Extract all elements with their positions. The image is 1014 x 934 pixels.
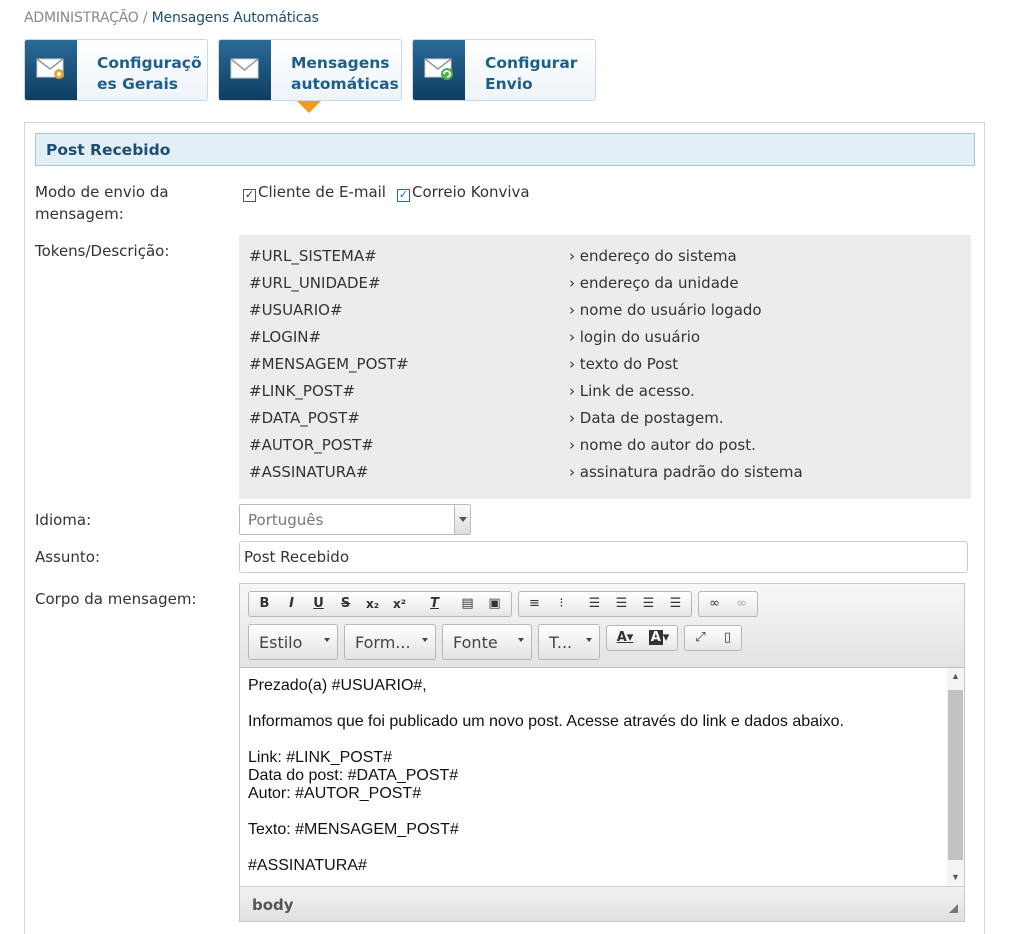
bulleted-list-icon[interactable]: ⁝	[559, 596, 564, 611]
underline-icon[interactable]: U	[313, 596, 324, 611]
align-left-icon[interactable]: ☰	[588, 596, 601, 611]
tokens-table: #URL_SISTEMA# › endereço do sistema #URL_UNIDADE# › endereço da unidade #USUARIO# › nome do usuário logado #LOGIN# › login do usuário #MENSAGEM_POST# › texto do Post #LINK_POST# › Link de acesso. #DATA_POST# › Data de postagem. #AUTOR_POST# › nome do autor do post. #ASSINATURA# › assinatura padrão do sistema	[239, 235, 971, 499]
checkbox-konviva-mail[interactable]	[397, 183, 530, 201]
tab-automatic-messages[interactable]	[218, 39, 402, 101]
panel-header	[35, 133, 975, 166]
toolbar-group-tools	[684, 625, 742, 651]
dropdown-arrow-icon	[324, 638, 330, 642]
tab-configure-send[interactable]	[412, 39, 596, 101]
strikethrough-icon[interactable]: S	[340, 596, 351, 611]
resize-grip-icon[interactable]	[949, 904, 958, 913]
text-color-icon[interactable]: A▾	[616, 630, 634, 645]
body-line: Prezado(a) #USUARIO#,	[248, 677, 427, 694]
editor-content[interactable]	[240, 668, 964, 886]
link-icon[interactable]: ∞	[709, 596, 720, 611]
tokens-label: Tokens/Descrição:	[35, 242, 170, 260]
send-mode-label: Modo de envio da mensagem:	[35, 183, 169, 223]
rich-text-editor	[239, 583, 965, 922]
dropdown-arrow-icon	[518, 638, 524, 642]
active-tab-indicator	[297, 101, 321, 113]
tab-label: es Gerais	[97, 75, 179, 93]
superscript-icon[interactable]: x²	[393, 597, 406, 611]
format-combo[interactable]: Form...	[344, 624, 436, 660]
chevron-down-icon[interactable]	[454, 505, 470, 534]
bold-icon[interactable]: B	[259, 596, 270, 611]
tab-general-settings[interactable]	[24, 39, 208, 101]
body-line: Texto: #MENSAGEM_POST#	[248, 821, 459, 838]
dropdown-arrow-icon	[586, 638, 592, 642]
mail-icon	[219, 40, 271, 100]
scroll-down-icon[interactable]: ▼	[951, 872, 960, 882]
align-justify-icon[interactable]: ☰	[669, 596, 682, 611]
tab-label: automáticas	[291, 75, 399, 93]
scroll-up-icon[interactable]: ▲	[951, 671, 960, 681]
align-right-icon[interactable]: ☰	[642, 596, 655, 611]
numbered-list-icon[interactable]: ≡	[529, 596, 540, 611]
toolbar-group-links	[698, 591, 758, 617]
toolbar-group-paragraph	[518, 591, 692, 617]
size-combo[interactable]: T...	[538, 624, 600, 660]
breadcrumb-root[interactable]: ADMINISTRAÇÃO	[24, 10, 139, 26]
language-select[interactable]	[239, 504, 471, 535]
remove-format-icon[interactable]: T	[430, 596, 439, 611]
breadcrumb	[24, 10, 319, 26]
message-panel	[24, 122, 985, 934]
scrollbar-thumb[interactable]	[948, 690, 963, 860]
background-color-icon[interactable]: A ▾	[650, 630, 670, 645]
checkbox-checked-icon[interactable]: ✓	[244, 188, 255, 201]
toolbar-group-basic	[248, 591, 512, 617]
body-line: Data do post: #DATA_POST#	[248, 767, 459, 784]
dropdown-arrow-icon	[422, 638, 428, 642]
language-label: Idioma:	[35, 511, 92, 529]
paste-word-icon[interactable]: ▣	[488, 596, 501, 611]
editor-statusbar	[240, 886, 964, 921]
checkbox-label: Correio Konviva	[412, 183, 530, 201]
tab-label: Configurar	[485, 54, 578, 72]
panel-title: Post Recebido	[46, 141, 171, 159]
body-line: #ASSINATURA#	[248, 857, 367, 874]
subject-label: Assunto:	[35, 548, 101, 566]
mail-send-icon	[413, 40, 465, 100]
checkbox-email-client[interactable]	[243, 183, 386, 201]
body-line: Informamos que foi publicado um novo post. Acesse através do link e dados abaixo.	[248, 713, 844, 730]
mail-settings-icon	[25, 40, 77, 100]
paste-text-icon[interactable]: ▤	[461, 596, 474, 611]
language-select-value: Português	[248, 511, 324, 529]
font-combo[interactable]: Fonte	[442, 624, 532, 660]
subscript-icon[interactable]: x₂	[366, 597, 379, 611]
breadcrumb-current: Mensagens Automáticas	[151, 10, 319, 26]
unlink-icon[interactable]: ∞	[736, 596, 747, 611]
editor-scrollbar[interactable]	[947, 668, 964, 886]
tab-label: Mensagens	[291, 54, 390, 72]
italic-icon[interactable]: I	[289, 596, 294, 611]
toolbar-group-colors	[606, 625, 678, 651]
tab-label: Configuraçõ	[97, 54, 202, 72]
breadcrumb-separator: /	[138, 10, 152, 26]
checkbox-label: Cliente de E-mail	[258, 183, 386, 201]
subject-input[interactable]: Post Recebido	[239, 541, 968, 573]
body-label: Corpo da mensagem:	[35, 590, 197, 608]
tab-label: Envio	[485, 75, 533, 93]
editor-toolbar	[240, 584, 964, 668]
align-center-icon[interactable]: ☰	[615, 596, 628, 611]
body-line: Autor: #AUTOR_POST#	[248, 785, 422, 802]
body-line: Link: #LINK_POST#	[248, 749, 393, 766]
element-path[interactable]: body	[252, 896, 294, 914]
checkbox-checked-icon[interactable]: ✓	[398, 188, 409, 201]
show-blocks-icon[interactable]: ▯	[723, 630, 732, 645]
style-combo[interactable]: Estilo	[248, 624, 338, 660]
maximize-icon[interactable]: ⤢	[695, 630, 706, 645]
